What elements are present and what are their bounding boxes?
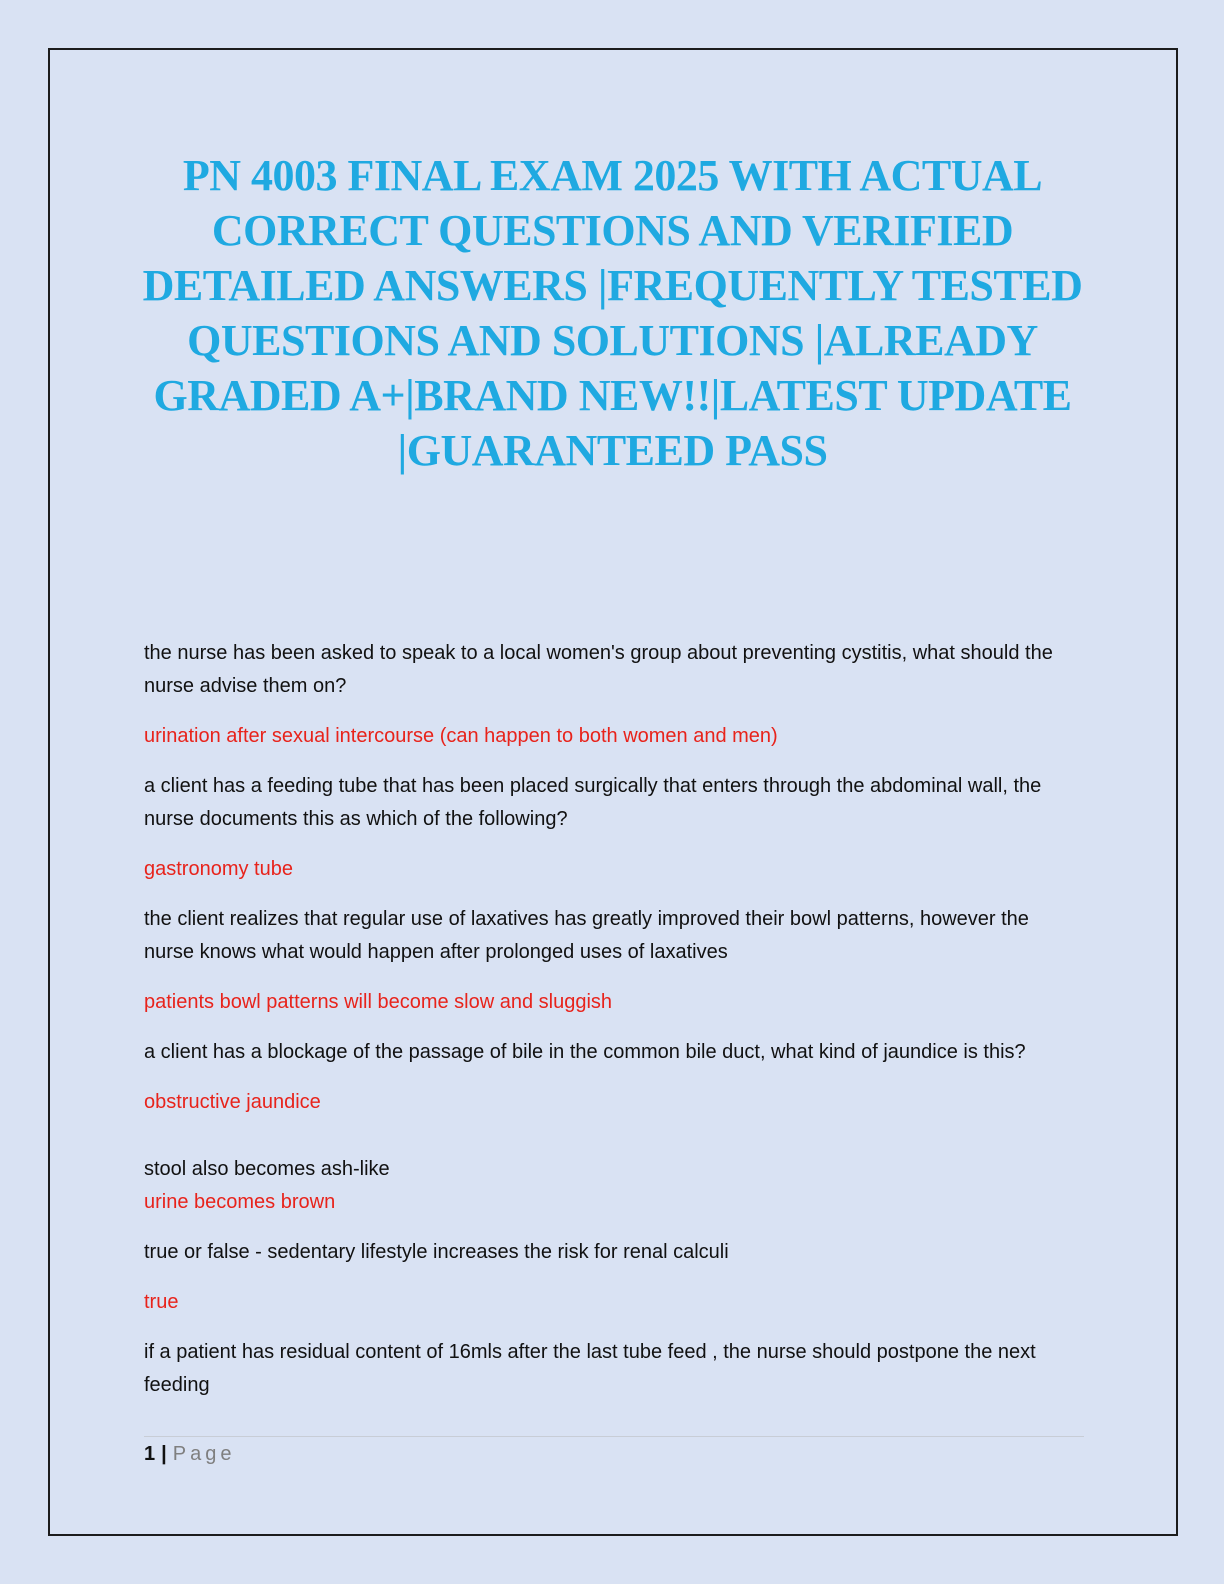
footer-separator: | [161,1443,167,1465]
question-6: if a patient has residual content of 16mls after the last tube feed , the nurse should postpone the next feeding [144,1341,1036,1396]
answer-4-extra: urine becomes brown [144,1191,336,1213]
page-number: 1 [144,1443,156,1465]
document-title: PN 4003 FINAL EXAM 2025 WITH ACTUAL CORRECT QUESTIONS AND VERIFIED DETAILED ANSWERS |FREQUENTLY TESTED QUESTIONS AND SOLUTIONS |ALREADY GRADED A+|BRAND NEW!!|LATEST UPDATE |GUARANTEED PASS [142,151,1083,475]
footer-divider [144,1436,1084,1437]
answer-2: gastronomy tube [144,858,293,880]
answer-4: obstructive jaundice [144,1091,321,1113]
question-1: the nurse has been asked to speak to a local women's group about preventing cystitis, what should the nurse advise them on? [144,642,1053,697]
question-5: true or false - sedentary lifestyle increases the risk for renal calculi [144,1241,729,1263]
page-label: Page [172,1443,236,1465]
question-3: the client realizes that regular use of laxatives has greatly improved their bowl patterns, however the nurse knows what would happen after prolonged uses of laxatives [144,908,1029,963]
answer-5: true [144,1291,179,1313]
answer-1: urination after sexual intercourse (can happen to both women and men) [144,725,778,747]
question-2: a client has a feeding tube that has been placed surgically that enters through the abdominal wall, the nurse documents this as which of the following? [144,775,1042,830]
answer-4-note: stool also becomes ash-like [144,1158,390,1180]
qa-content [144,637,1084,1402]
page-footer [144,1440,235,1468]
question-4: a client has a blockage of the passage of bile in the common bile duct, what kind of jaundice is this? [144,1041,1026,1063]
answer-3: patients bowl patterns will become slow and sluggish [144,991,613,1013]
